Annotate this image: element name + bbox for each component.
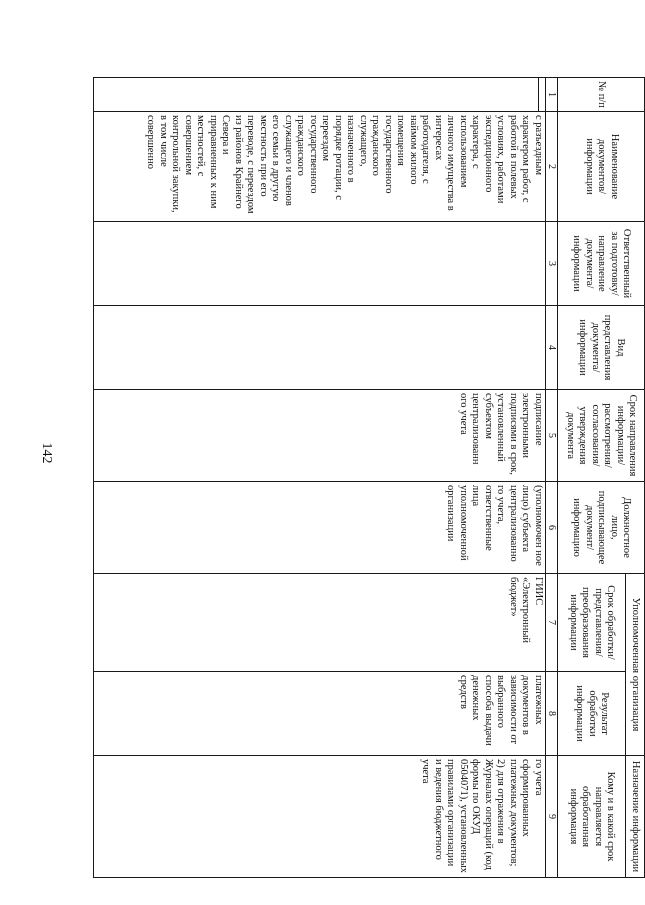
header-purpose: Назначение информации bbox=[626, 756, 645, 878]
cell-number bbox=[94, 78, 546, 112]
cell-deadline: подписание электронными подписями в срок, установленный субъектом централизованн ого учета bbox=[94, 390, 546, 482]
cell-presentation-type bbox=[94, 306, 546, 390]
column-number: 2 bbox=[546, 112, 558, 222]
column-number: 5 bbox=[546, 390, 558, 482]
row-divider-mark bbox=[538, 78, 539, 111]
column-number: 1 bbox=[546, 78, 558, 112]
cell-purpose: го учета сформированных платежных документов; 2) для отражения в Журналах операций (код формы по ОКУД 0504071), установленных правилами организации и ведения бюджетного учета bbox=[94, 756, 546, 878]
cell-processing-deadline: ГИИС «Электронный бюджет» bbox=[94, 574, 546, 672]
rotated-table-container bbox=[93, 77, 645, 877]
header-presentation-type: Вид представления документа/ информации bbox=[558, 306, 645, 390]
header-authorized-organization: Уполномоченная организация bbox=[626, 574, 645, 756]
column-number: 4 bbox=[546, 306, 558, 390]
cell-responsible bbox=[94, 222, 546, 306]
column-number: 6 bbox=[546, 482, 558, 574]
cell-processing-result: платежных документов в зависимости от выбранного способа выдачи денежных средств bbox=[94, 672, 546, 756]
cell-signing-official: (уполномочен ное лицо) субъекта централизованно го учета, ответственные лица уполномоченной организации bbox=[94, 482, 546, 574]
column-number-row bbox=[546, 78, 558, 878]
header-processing-result: Результат обработки информации bbox=[558, 672, 626, 756]
header-signing-official: Должностное лицо, подписывающее документ/ информацию bbox=[558, 482, 645, 574]
header-document-name: Наименование документов/ информации bbox=[558, 112, 645, 222]
header-purpose-recipient: Кому и в какой срок направляется обработанная информация bbox=[558, 756, 626, 878]
header-deadline: Срок направления информации/ рассмотрения/ согласования/ утверждения документа bbox=[558, 390, 645, 482]
column-number: 9 bbox=[546, 756, 558, 878]
column-number: 8 bbox=[546, 672, 558, 756]
table-row bbox=[94, 78, 546, 878]
page-number: 142 bbox=[39, 442, 54, 464]
document-table bbox=[93, 77, 645, 878]
column-number: 7 bbox=[546, 574, 558, 672]
header-responsible: Ответственный за подготовку/ направление документа/ информации bbox=[558, 222, 645, 306]
cell-document-name: с разъездным характером работ, с работой в полевых условиях, работами экспедиционного характера, с использованием личного имущества в интересах работодателя, с наймом жилого помещения государственного гражданского служащего, назначенного в порядке ротации, с переездом государственного гражданского служащего и членов его семьи в другую местность при его переводе, с переездом из районов Крайнего Севера и приравненных к ним местностей, с совершением контрольной закупки, в том числе совершенно bbox=[94, 112, 546, 222]
header-processing-deadline: Срок обработки/ представления/ преобразования информации bbox=[558, 574, 626, 672]
column-number: 3 bbox=[546, 222, 558, 306]
header-number: № п/п bbox=[558, 78, 645, 112]
